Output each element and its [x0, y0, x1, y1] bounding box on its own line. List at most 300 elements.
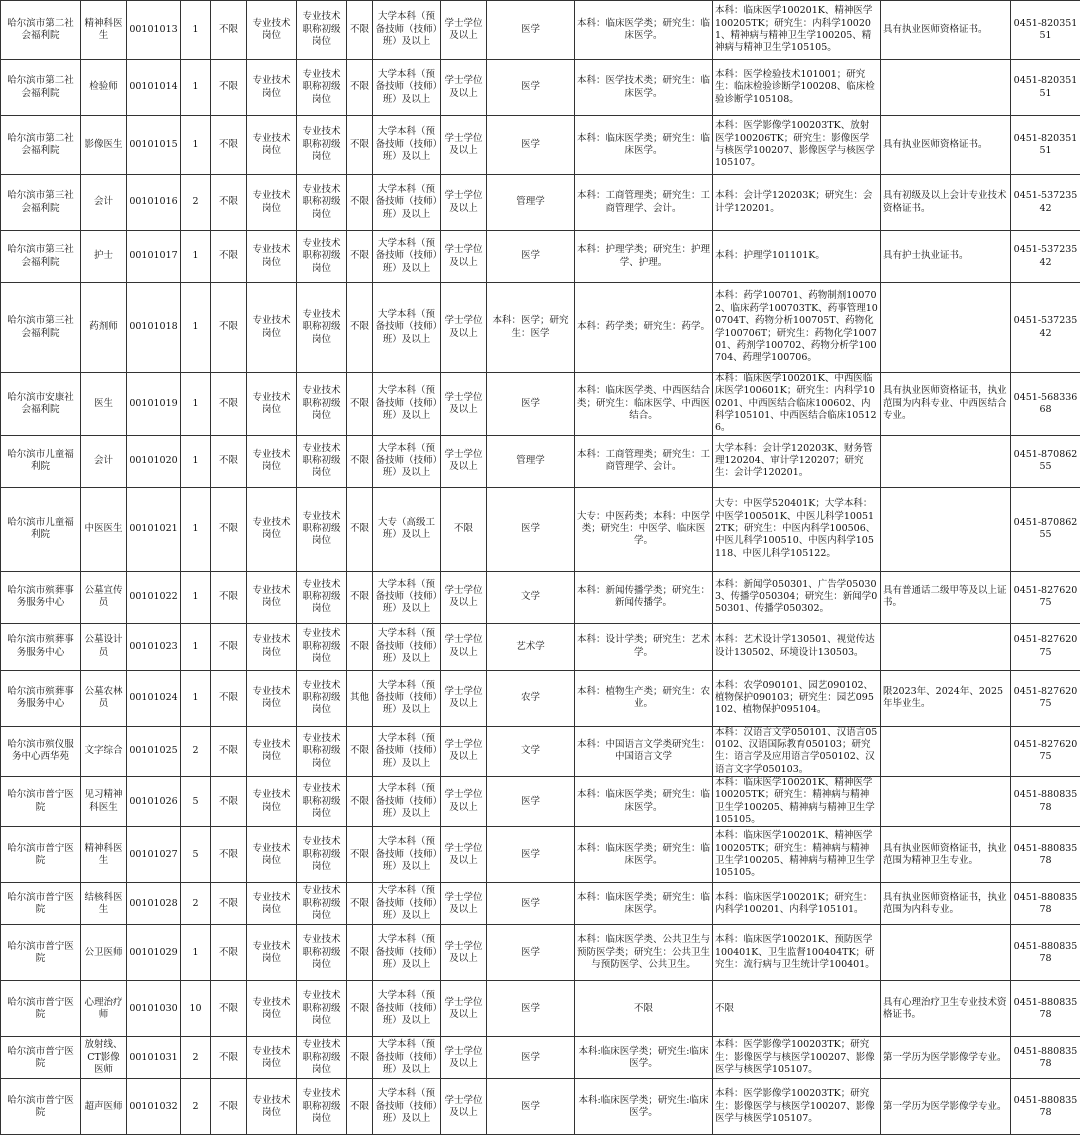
education-cell: 大学本科（预备技师（技师）班）及以上	[373, 1037, 441, 1079]
restriction-cell: 不限	[211, 623, 247, 670]
post-level-cell: 专业技术职称初级岗位	[297, 571, 347, 623]
unit-cell: 哈尔滨市殡葬事务服务中心	[1, 571, 81, 623]
table-row	[1, 60, 1080, 116]
code-cell: 00101020	[127, 435, 181, 487]
field-cell: 本科：医学；研究生：医学	[487, 283, 575, 373]
post-cell: 护士	[81, 231, 127, 283]
education-cell: 大学本科（预备技师（技师）班）及以上	[373, 116, 441, 175]
scope-cell: 不限	[347, 777, 373, 827]
unit-cell: 哈尔滨市第三社会福利院	[1, 231, 81, 283]
code-cell: 00101015	[127, 116, 181, 175]
post-cell: 公卫医师	[81, 925, 127, 981]
phone-cell: 0451-53723542	[1011, 231, 1080, 283]
code-cell: 00101026	[127, 777, 181, 827]
requirement-cell: 具有心理治疗卫生专业技术资格证书。	[881, 981, 1011, 1037]
count-cell: 1	[181, 670, 211, 726]
degree-cell: 学士学位及以上	[441, 726, 487, 776]
restriction-cell: 不限	[211, 925, 247, 981]
restriction-cell: 不限	[211, 827, 247, 883]
table-row	[1, 925, 1080, 981]
major-category-cell: 本科:临床医学类；研究生:临床医学。	[575, 1037, 713, 1079]
count-cell: 1	[181, 60, 211, 116]
scope-cell: 不限	[347, 1079, 373, 1135]
restriction-cell: 不限	[211, 726, 247, 776]
degree-cell: 学士学位及以上	[441, 1, 487, 60]
scope-cell: 不限	[347, 283, 373, 373]
table-row	[1, 981, 1080, 1037]
education-cell: 大学本科（预备技师（技师）班）及以上	[373, 981, 441, 1037]
post-level-cell: 专业技术职称初级岗位	[297, 777, 347, 827]
count-cell: 1	[181, 487, 211, 571]
requirement-cell: 第一学历为医学影像学专业。	[881, 1079, 1011, 1135]
unit-cell: 哈尔滨市殡葬事务服务中心	[1, 670, 81, 726]
count-cell: 5	[181, 827, 211, 883]
degree-cell: 学士学位及以上	[441, 777, 487, 827]
table-row	[1, 487, 1080, 571]
restriction-cell: 不限	[211, 571, 247, 623]
major-detail-cell: 本科：临床医学100201K、中西医临床医学100601K；研究生：内科学100201、中西医结合临床100602、内科学105101、中西医结合临床105126。	[713, 373, 881, 436]
unit-cell: 哈尔滨市普宁医院	[1, 981, 81, 1037]
code-cell: 00101023	[127, 623, 181, 670]
scope-cell: 不限	[347, 623, 373, 670]
major-category-cell: 本科：中国语言文学类研究生：中国语言文学	[575, 726, 713, 776]
unit-cell: 哈尔滨市普宁医院	[1, 777, 81, 827]
phone-cell: 0451-82762075	[1011, 623, 1080, 670]
post-cell: 会计	[81, 175, 127, 231]
phone-cell: 0451-53723542	[1011, 175, 1080, 231]
major-category-cell: 本科：临床医学类；研究生：临床医学。	[575, 883, 713, 925]
phone-cell: 0451-53723542	[1011, 283, 1080, 373]
count-cell: 1	[181, 1, 211, 60]
post-cell: 公墓农林员	[81, 670, 127, 726]
phone-cell: 0451-82762075	[1011, 571, 1080, 623]
education-cell: 大专（高级工班）及以上	[373, 487, 441, 571]
requirement-cell: 具有护士执业证书。	[881, 231, 1011, 283]
field-cell: 医学	[487, 231, 575, 283]
degree-cell: 不限	[441, 487, 487, 571]
scope-cell: 不限	[347, 175, 373, 231]
unit-cell: 哈尔滨市普宁医院	[1, 1037, 81, 1079]
field-cell: 管理学	[487, 175, 575, 231]
education-cell: 大学本科（预备技师（技师）班）及以上	[373, 60, 441, 116]
table-row	[1, 116, 1080, 175]
post-type-cell: 专业技术岗位	[247, 1079, 297, 1135]
unit-cell: 哈尔滨市安康社会福利院	[1, 373, 81, 436]
post-type-cell: 专业技术岗位	[247, 777, 297, 827]
phone-cell: 0451-82035151	[1011, 60, 1080, 116]
field-cell: 医学	[487, 1079, 575, 1135]
post-type-cell: 专业技术岗位	[247, 487, 297, 571]
count-cell: 1	[181, 283, 211, 373]
table-row	[1, 623, 1080, 670]
phone-cell: 0451-82762075	[1011, 726, 1080, 776]
post-level-cell: 专业技术职称初级岗位	[297, 883, 347, 925]
count-cell: 1	[181, 925, 211, 981]
education-cell: 大学本科（预备技师（技师）班）及以上	[373, 231, 441, 283]
post-type-cell: 专业技术岗位	[247, 1, 297, 60]
count-cell: 10	[181, 981, 211, 1037]
post-cell: 超声医师	[81, 1079, 127, 1135]
education-cell: 大学本科（预备技师（技师）班）及以上	[373, 777, 441, 827]
education-cell: 大学本科（预备技师（技师）班）及以上	[373, 283, 441, 373]
phone-cell: 0451-87086255	[1011, 487, 1080, 571]
unit-cell: 哈尔滨市普宁医院	[1, 1079, 81, 1135]
code-cell: 00101019	[127, 373, 181, 436]
scope-cell: 不限	[347, 1, 373, 60]
post-type-cell: 专业技术岗位	[247, 116, 297, 175]
requirement-cell: 具有初级及以上会计专业技术资格证书。	[881, 175, 1011, 231]
count-cell: 2	[181, 726, 211, 776]
post-type-cell: 专业技术岗位	[247, 373, 297, 436]
table-row	[1, 283, 1080, 373]
count-cell: 5	[181, 777, 211, 827]
scope-cell: 不限	[347, 116, 373, 175]
major-detail-cell: 本科：临床医学100201K、精神医学100205TK；研究生：精神病与精神卫生学100205、精神病与精神卫生学105105。	[713, 777, 881, 827]
post-level-cell: 专业技术职称初级岗位	[297, 1037, 347, 1079]
post-cell: 精神科医生	[81, 827, 127, 883]
post-type-cell: 专业技术岗位	[247, 175, 297, 231]
count-cell: 2	[181, 883, 211, 925]
major-category-cell: 本科：新闻传播学类；研究生：新闻传播学。	[575, 571, 713, 623]
post-cell: 会计	[81, 435, 127, 487]
post-type-cell: 专业技术岗位	[247, 827, 297, 883]
field-cell: 医学	[487, 487, 575, 571]
count-cell: 1	[181, 435, 211, 487]
phone-cell: 0451-56833668	[1011, 373, 1080, 436]
scope-cell: 不限	[347, 487, 373, 571]
table-row	[1, 231, 1080, 283]
code-cell: 00101028	[127, 883, 181, 925]
major-category-cell: 本科：植物生产类；研究生：农业。	[575, 670, 713, 726]
requirement-cell	[881, 283, 1011, 373]
degree-cell: 学士学位及以上	[441, 283, 487, 373]
requirement-cell: 具有执业医师资格证书。	[881, 116, 1011, 175]
scope-cell: 不限	[347, 1037, 373, 1079]
code-cell: 00101022	[127, 571, 181, 623]
unit-cell: 哈尔滨市普宁医院	[1, 827, 81, 883]
post-level-cell: 专业技术职称初级岗位	[297, 60, 347, 116]
scope-cell: 不限	[347, 60, 373, 116]
code-cell: 00101032	[127, 1079, 181, 1135]
unit-cell: 哈尔滨市儿童福利院	[1, 487, 81, 571]
education-cell: 大学本科（预备技师（技师）班）及以上	[373, 1, 441, 60]
major-detail-cell: 本科：农学090101、园艺090102、植物保护090103；研究生：园艺095102、植物保护095104。	[713, 670, 881, 726]
degree-cell: 学士学位及以上	[441, 116, 487, 175]
degree-cell: 学士学位及以上	[441, 623, 487, 670]
field-cell: 医学	[487, 883, 575, 925]
count-cell: 1	[181, 623, 211, 670]
major-detail-cell: 不限	[713, 981, 881, 1037]
post-type-cell: 专业技术岗位	[247, 571, 297, 623]
phone-cell: 0451-88083578	[1011, 883, 1080, 925]
post-level-cell: 专业技术职称初级岗位	[297, 623, 347, 670]
field-cell: 医学	[487, 827, 575, 883]
post-cell: 心理治疗师	[81, 981, 127, 1037]
post-type-cell: 专业技术岗位	[247, 60, 297, 116]
major-detail-cell: 本科：医学检验技术101001；研究生：临床检验诊断学100208、临床检验诊断学105108。	[713, 60, 881, 116]
post-level-cell: 专业技术职称初级岗位	[297, 283, 347, 373]
table-row	[1, 1, 1080, 60]
restriction-cell: 不限	[211, 777, 247, 827]
phone-cell: 0451-88083578	[1011, 981, 1080, 1037]
post-type-cell: 专业技术岗位	[247, 981, 297, 1037]
unit-cell: 哈尔滨市第二社会福利院	[1, 60, 81, 116]
major-detail-cell: 本科：临床医学100201K、精神医学100205TK；研究生：精神病与精神卫生学100205、精神病与精神卫生学105105。	[713, 827, 881, 883]
table-row	[1, 827, 1080, 883]
table-row	[1, 1079, 1080, 1135]
requirement-cell: 具有执业医师资格证书，执业范围为内科专业、中西医结合专业。	[881, 373, 1011, 436]
degree-cell: 学士学位及以上	[441, 883, 487, 925]
restriction-cell: 不限	[211, 981, 247, 1037]
field-cell: 医学	[487, 925, 575, 981]
post-type-cell: 专业技术岗位	[247, 623, 297, 670]
post-type-cell: 专业技术岗位	[247, 435, 297, 487]
post-level-cell: 专业技术职称初级岗位	[297, 373, 347, 436]
field-cell: 农学	[487, 670, 575, 726]
major-category-cell: 本科：临床医学类；研究生：临床医学。	[575, 116, 713, 175]
major-category-cell: 本科：设计学类；研究生：艺术学。	[575, 623, 713, 670]
degree-cell: 学士学位及以上	[441, 231, 487, 283]
restriction-cell: 不限	[211, 175, 247, 231]
restriction-cell: 不限	[211, 1079, 247, 1135]
requirement-cell: 第一学历为医学影像学专业。	[881, 1037, 1011, 1079]
education-cell: 大学本科（预备技师（技师）班）及以上	[373, 571, 441, 623]
field-cell: 文学	[487, 571, 575, 623]
requirement-cell	[881, 925, 1011, 981]
phone-cell: 0451-87086255	[1011, 435, 1080, 487]
major-detail-cell: 本科：护理学101101K。	[713, 231, 881, 283]
post-cell: 见习精神科医生	[81, 777, 127, 827]
count-cell: 1	[181, 373, 211, 436]
table-row	[1, 1037, 1080, 1079]
major-category-cell: 本科：药学类；研究生：药学。	[575, 283, 713, 373]
major-category-cell: 本科：临床医学类；研究生：临床医学。	[575, 777, 713, 827]
post-level-cell: 专业技术职称初级岗位	[297, 925, 347, 981]
post-type-cell: 专业技术岗位	[247, 726, 297, 776]
education-cell: 大学本科（预备技师（技师）班）及以上	[373, 1079, 441, 1135]
field-cell: 医学	[487, 1, 575, 60]
major-category-cell: 本科：护理学类；研究生：护理学、护理。	[575, 231, 713, 283]
major-detail-cell: 本科：新闻学050301、广告学050303、传播学050304；研究生：新闻学050301、传播学050302。	[713, 571, 881, 623]
table-row	[1, 373, 1080, 436]
education-cell: 大学本科（预备技师（技师）班）及以上	[373, 623, 441, 670]
major-detail-cell: 本科：临床医学100201K、精神医学100205TK；研究生：内科学100201、精神病与精神卫生学100205、精神病与精神卫生学105105。	[713, 1, 881, 60]
unit-cell: 哈尔滨市第三社会福利院	[1, 283, 81, 373]
unit-cell: 哈尔滨市普宁医院	[1, 883, 81, 925]
degree-cell: 学士学位及以上	[441, 571, 487, 623]
field-cell: 文学	[487, 726, 575, 776]
unit-cell: 哈尔滨市第二社会福利院	[1, 116, 81, 175]
count-cell: 1	[181, 231, 211, 283]
major-category-cell: 本科：临床医学类、公共卫生与预防医学类；研究生：公共卫生与预防医学、公共卫生。	[575, 925, 713, 981]
post-cell: 医生	[81, 373, 127, 436]
requirement-cell	[881, 726, 1011, 776]
education-cell: 大学本科（预备技师（技师）班）及以上	[373, 175, 441, 231]
education-cell: 大学本科（预备技师（技师）班）及以上	[373, 373, 441, 436]
code-cell: 00101031	[127, 1037, 181, 1079]
post-level-cell: 专业技术职称初级岗位	[297, 231, 347, 283]
major-category-cell: 本科:临床医学类；研究生:临床医学。	[575, 1079, 713, 1135]
post-level-cell: 专业技术职称初级岗位	[297, 435, 347, 487]
major-detail-cell: 本科：医学影像学100203TK；研究生：影像医学与核医学100207、影像医学与核医学105107。	[713, 1079, 881, 1135]
post-cell: 精神科医生	[81, 1, 127, 60]
post-cell: 文字综合	[81, 726, 127, 776]
degree-cell: 学士学位及以上	[441, 670, 487, 726]
post-cell: 中医医生	[81, 487, 127, 571]
post-level-cell: 专业技术职称初级岗位	[297, 827, 347, 883]
post-level-cell: 专业技术职称初级岗位	[297, 175, 347, 231]
phone-cell: 0451-82035151	[1011, 1, 1080, 60]
field-cell: 医学	[487, 116, 575, 175]
major-detail-cell: 本科：药学100701、药物制剂100702、临床药学100703TK、药事管理100704T、药物分析100705T、药物化学100706T；研究生：药物化学100701、药剂学100702、药物分析学100704、药理学100706。	[713, 283, 881, 373]
degree-cell: 学士学位及以上	[441, 925, 487, 981]
phone-cell: 0451-88083578	[1011, 1037, 1080, 1079]
code-cell: 00101029	[127, 925, 181, 981]
field-cell: 管理学	[487, 435, 575, 487]
requirement-cell	[881, 60, 1011, 116]
major-category-cell: 不限	[575, 981, 713, 1037]
requirement-cell	[881, 487, 1011, 571]
education-cell: 大学本科（预备技师（技师）班）及以上	[373, 670, 441, 726]
table-row	[1, 435, 1080, 487]
degree-cell: 学士学位及以上	[441, 373, 487, 436]
code-cell: 00101021	[127, 487, 181, 571]
count-cell: 2	[181, 1037, 211, 1079]
table-row	[1, 726, 1080, 776]
requirement-cell: 具有执业医师资格证书，执业范围为内科专业。	[881, 883, 1011, 925]
code-cell: 00101025	[127, 726, 181, 776]
table-row	[1, 670, 1080, 726]
post-level-cell: 专业技术职称初级岗位	[297, 726, 347, 776]
major-detail-cell: 本科：临床医学100201K、预防医学100401K、卫生监督100404TK；研究生：流行病与卫生统计学100401。	[713, 925, 881, 981]
education-cell: 大学本科（预备技师（技师）班）及以上	[373, 883, 441, 925]
major-detail-cell: 本科：医学影像学100203TK；研究生：影像医学与核医学100207、影像医学与核医学105107。	[713, 1037, 881, 1079]
unit-cell: 哈尔滨市殡葬事务服务中心	[1, 623, 81, 670]
major-detail-cell: 本科：汉语言文学050101、汉语言050102、汉语国际教育050103；研究生：语言学及应用语言学050102、汉语言文字学050103。	[713, 726, 881, 776]
unit-cell: 哈尔滨市第二社会福利院	[1, 1, 81, 60]
requirement-cell: 具有执业医师资格证书。	[881, 1, 1011, 60]
degree-cell: 学士学位及以上	[441, 60, 487, 116]
restriction-cell: 不限	[211, 1, 247, 60]
field-cell: 医学	[487, 1037, 575, 1079]
code-cell: 00101024	[127, 670, 181, 726]
post-type-cell: 专业技术岗位	[247, 231, 297, 283]
restriction-cell: 不限	[211, 60, 247, 116]
post-cell: 公墓设计员	[81, 623, 127, 670]
major-detail-cell: 本科：艺术设计学130501、视觉传达设计130502、环境设计130503。	[713, 623, 881, 670]
post-cell: 放射线、CT影像医师	[81, 1037, 127, 1079]
scope-cell: 不限	[347, 883, 373, 925]
scope-cell: 不限	[347, 726, 373, 776]
unit-cell: 哈尔滨市儿童福利院	[1, 435, 81, 487]
scope-cell: 不限	[347, 231, 373, 283]
requirement-cell: 限2023年、2024年、2025年毕业生。	[881, 670, 1011, 726]
education-cell: 大学本科（预备技师（技师）班）及以上	[373, 726, 441, 776]
code-cell: 00101027	[127, 827, 181, 883]
post-cell: 公墓宣传员	[81, 571, 127, 623]
post-cell: 药剂师	[81, 283, 127, 373]
requirement-cell	[881, 777, 1011, 827]
code-cell: 00101018	[127, 283, 181, 373]
education-cell: 大学本科（预备技师（技师）班）及以上	[373, 435, 441, 487]
phone-cell: 0451-88083578	[1011, 1079, 1080, 1135]
major-category-cell: 本科：工商管理类；研究生：工商管理学、会计。	[575, 175, 713, 231]
restriction-cell: 不限	[211, 231, 247, 283]
code-cell: 00101016	[127, 175, 181, 231]
restriction-cell: 不限	[211, 116, 247, 175]
table-row	[1, 777, 1080, 827]
degree-cell: 学士学位及以上	[441, 175, 487, 231]
phone-cell: 0451-82035151	[1011, 116, 1080, 175]
degree-cell: 学士学位及以上	[441, 827, 487, 883]
post-type-cell: 专业技术岗位	[247, 1037, 297, 1079]
post-type-cell: 专业技术岗位	[247, 670, 297, 726]
restriction-cell: 不限	[211, 487, 247, 571]
restriction-cell: 不限	[211, 283, 247, 373]
requirement-cell	[881, 623, 1011, 670]
code-cell: 00101017	[127, 231, 181, 283]
restriction-cell: 不限	[211, 1037, 247, 1079]
major-detail-cell: 本科：医学影像学100203TK、放射医学100206TK；研究生：影像医学与核医学100207、影像医学与核医学105107。	[713, 116, 881, 175]
restriction-cell: 不限	[211, 670, 247, 726]
code-cell: 00101030	[127, 981, 181, 1037]
major-detail-cell: 本科：会计学120203K；研究生：会计学120201。	[713, 175, 881, 231]
restriction-cell: 不限	[211, 883, 247, 925]
count-cell: 1	[181, 571, 211, 623]
major-category-cell: 本科：工商管理类；研究生：工商管理学、会计。	[575, 435, 713, 487]
restriction-cell: 不限	[211, 435, 247, 487]
code-cell: 00101013	[127, 1, 181, 60]
phone-cell: 0451-88083578	[1011, 777, 1080, 827]
post-cell: 结核科医生	[81, 883, 127, 925]
count-cell: 2	[181, 175, 211, 231]
requirement-cell: 具有执业医师资格证书，执业范围为精神卫生专业。	[881, 827, 1011, 883]
major-category-cell: 大专：中医药类；本科：中医学类；研究生：中医学、临床医学。	[575, 487, 713, 571]
post-level-cell: 专业技术职称初级岗位	[297, 670, 347, 726]
unit-cell: 哈尔滨市第三社会福利院	[1, 175, 81, 231]
phone-cell: 0451-82762075	[1011, 670, 1080, 726]
field-cell: 医学	[487, 777, 575, 827]
scope-cell: 不限	[347, 435, 373, 487]
unit-cell: 哈尔滨市普宁医院	[1, 925, 81, 981]
post-level-cell: 专业技术职称初级岗位	[297, 981, 347, 1037]
table-row	[1, 571, 1080, 623]
requirement-cell	[881, 435, 1011, 487]
post-level-cell: 专业技术职称初级岗位	[297, 116, 347, 175]
post-type-cell: 专业技术岗位	[247, 283, 297, 373]
table-row	[1, 883, 1080, 925]
field-cell: 艺术学	[487, 623, 575, 670]
count-cell: 2	[181, 1079, 211, 1135]
post-cell: 影像医生	[81, 116, 127, 175]
phone-cell: 0451-88083578	[1011, 827, 1080, 883]
field-cell: 医学	[487, 981, 575, 1037]
degree-cell: 学士学位及以上	[441, 435, 487, 487]
scope-cell: 不限	[347, 827, 373, 883]
education-cell: 大学本科（预备技师（技师）班）及以上	[373, 925, 441, 981]
field-cell: 医学	[487, 373, 575, 436]
scope-cell: 不限	[347, 571, 373, 623]
major-detail-cell: 大学本科：会计学120203K、财务管理120204、审计学120207；研究生：会计学120201。	[713, 435, 881, 487]
post-type-cell: 专业技术岗位	[247, 925, 297, 981]
post-level-cell: 专业技术职称初级岗位	[297, 1079, 347, 1135]
phone-cell: 0451-88083578	[1011, 925, 1080, 981]
major-category-cell: 本科：临床医学类；研究生：临床医学。	[575, 1, 713, 60]
table-body	[1, 1, 1080, 1135]
scope-cell: 不限	[347, 981, 373, 1037]
unit-cell: 哈尔滨市殡仪服务中心西华苑	[1, 726, 81, 776]
post-cell: 检验师	[81, 60, 127, 116]
